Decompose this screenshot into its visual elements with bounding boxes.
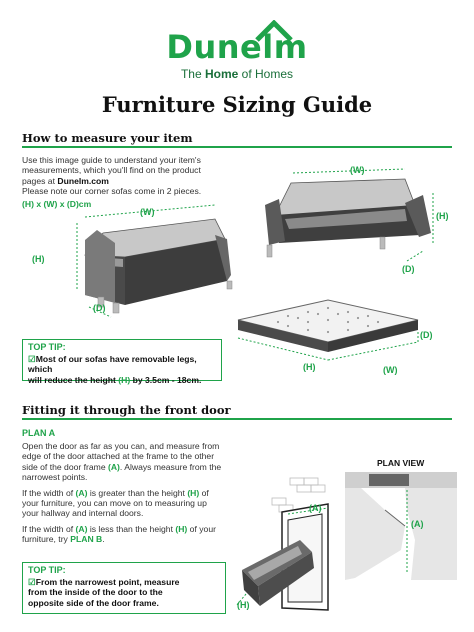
plan-view-illustration: [345, 470, 460, 585]
instruction-line: edge of the door attached at the frame to the other: [22, 451, 215, 462]
dimension-w-label: (W): [140, 207, 155, 217]
instruction-text: of: [199, 487, 209, 498]
instruction-text: side of the door frame: [22, 461, 108, 472]
dimension-w-label: (W): [350, 165, 365, 175]
section-divider: [22, 146, 452, 148]
logo-text: Dunelm: [166, 28, 308, 66]
intro-line: Please note our corner sofas come in 2 pieces.: [22, 186, 202, 197]
a-ref: (A): [107, 461, 120, 472]
h-ref: (H): [175, 523, 188, 534]
dimension-formula: (H) x (W) x (D)cm: [22, 198, 92, 209]
top-tip-box: [22, 339, 222, 385]
tagline-post: of Homes: [238, 67, 294, 81]
logo: [0, 28, 474, 66]
instruction-line: your hallway and internal doors.: [22, 508, 144, 519]
sofa-right-illustration: [255, 165, 455, 285]
tip-line: Most of our sofas have removable legs, which: [28, 354, 197, 375]
plan-b-ref: PLAN B: [70, 534, 103, 545]
dimension-a-label: (A): [309, 503, 322, 513]
check-icon: ☑: [28, 577, 36, 587]
tip-line: From the narrowest point, measure: [35, 577, 180, 587]
a-ref: (A): [75, 487, 88, 498]
logo-roof-icon: [255, 20, 293, 42]
tip-line: from the inside of the door to the: [28, 587, 163, 598]
instruction-line: [22, 534, 232, 544]
section-divider: [22, 418, 452, 420]
top-tip-box: [22, 562, 226, 614]
instruction-text: If the width of: [22, 487, 76, 498]
dimension-a-label: (A): [411, 519, 424, 529]
tip-text: [28, 354, 220, 385]
tip-line: by 3.5cm - 18cm.: [130, 374, 202, 385]
instruction-text: If the width of: [22, 523, 76, 534]
plan-view-label: PLAN VIEW: [377, 458, 425, 468]
tip-line: opposite side of the door frame.: [28, 597, 159, 608]
dimension-w-label: (W): [383, 365, 398, 375]
tagline-bold: Home: [204, 67, 239, 81]
instruction-text: of your: [187, 523, 216, 534]
page-title: Furniture Sizing Guide: [101, 92, 373, 117]
door-illustration: [230, 470, 350, 620]
plan-a-label: PLAN A: [22, 428, 56, 438]
intro-line: [22, 176, 242, 186]
dimension-h-label: (H): [32, 254, 45, 264]
instruction-line: Open the door as far as you can, and measure from: [22, 441, 220, 451]
dimension-d-label: (D): [420, 330, 433, 340]
tagline: [0, 67, 474, 81]
door-instructions: [22, 441, 232, 545]
section-heading-door: Fitting it through the front door: [22, 403, 231, 417]
tagline-pre: The: [180, 67, 205, 81]
dimension-d-label: (D): [402, 264, 415, 274]
dimension-h-label: (H): [303, 362, 316, 372]
instruction-text: is greater than the height: [87, 487, 188, 498]
instruction-line: narrowest points.: [22, 472, 88, 483]
intro-line: measurements, which you'll find on the product: [22, 165, 201, 176]
tip-title: TOP TIP:: [28, 565, 66, 575]
mattress-illustration: [228, 290, 428, 380]
instruction-line: [22, 488, 232, 498]
section-heading-measure: How to measure your item: [22, 131, 193, 145]
h-ref: (H): [187, 487, 200, 498]
check-icon: ☑: [28, 354, 36, 364]
instruction-text: .: [102, 534, 105, 545]
website-link-text: Dunelm.com: [57, 175, 109, 186]
intro-text: pages at: [22, 175, 58, 186]
dimension-h-label: (H): [436, 211, 449, 221]
tip-line: will reduce the height: [28, 374, 119, 385]
tip-title: TOP TIP:: [28, 342, 66, 352]
instruction-text: furniture, try: [22, 534, 71, 545]
instruction-line: your furniture, you can move on to measuring up: [22, 498, 207, 509]
instruction-line: [22, 524, 232, 534]
sofa-left-illustration: [55, 195, 255, 335]
instruction-text: . Always measure from the: [119, 461, 222, 472]
instruction-line: [22, 462, 232, 472]
dimension-h-label: (H): [237, 600, 250, 610]
instruction-text: is less than the height: [87, 523, 176, 534]
tip-text: [28, 577, 224, 608]
intro-line: Use this image guide to understand your item's: [22, 155, 201, 165]
tip-h-ref: (H): [118, 374, 131, 385]
dimension-d-label: (D): [93, 303, 106, 313]
a-ref: (A): [75, 523, 88, 534]
